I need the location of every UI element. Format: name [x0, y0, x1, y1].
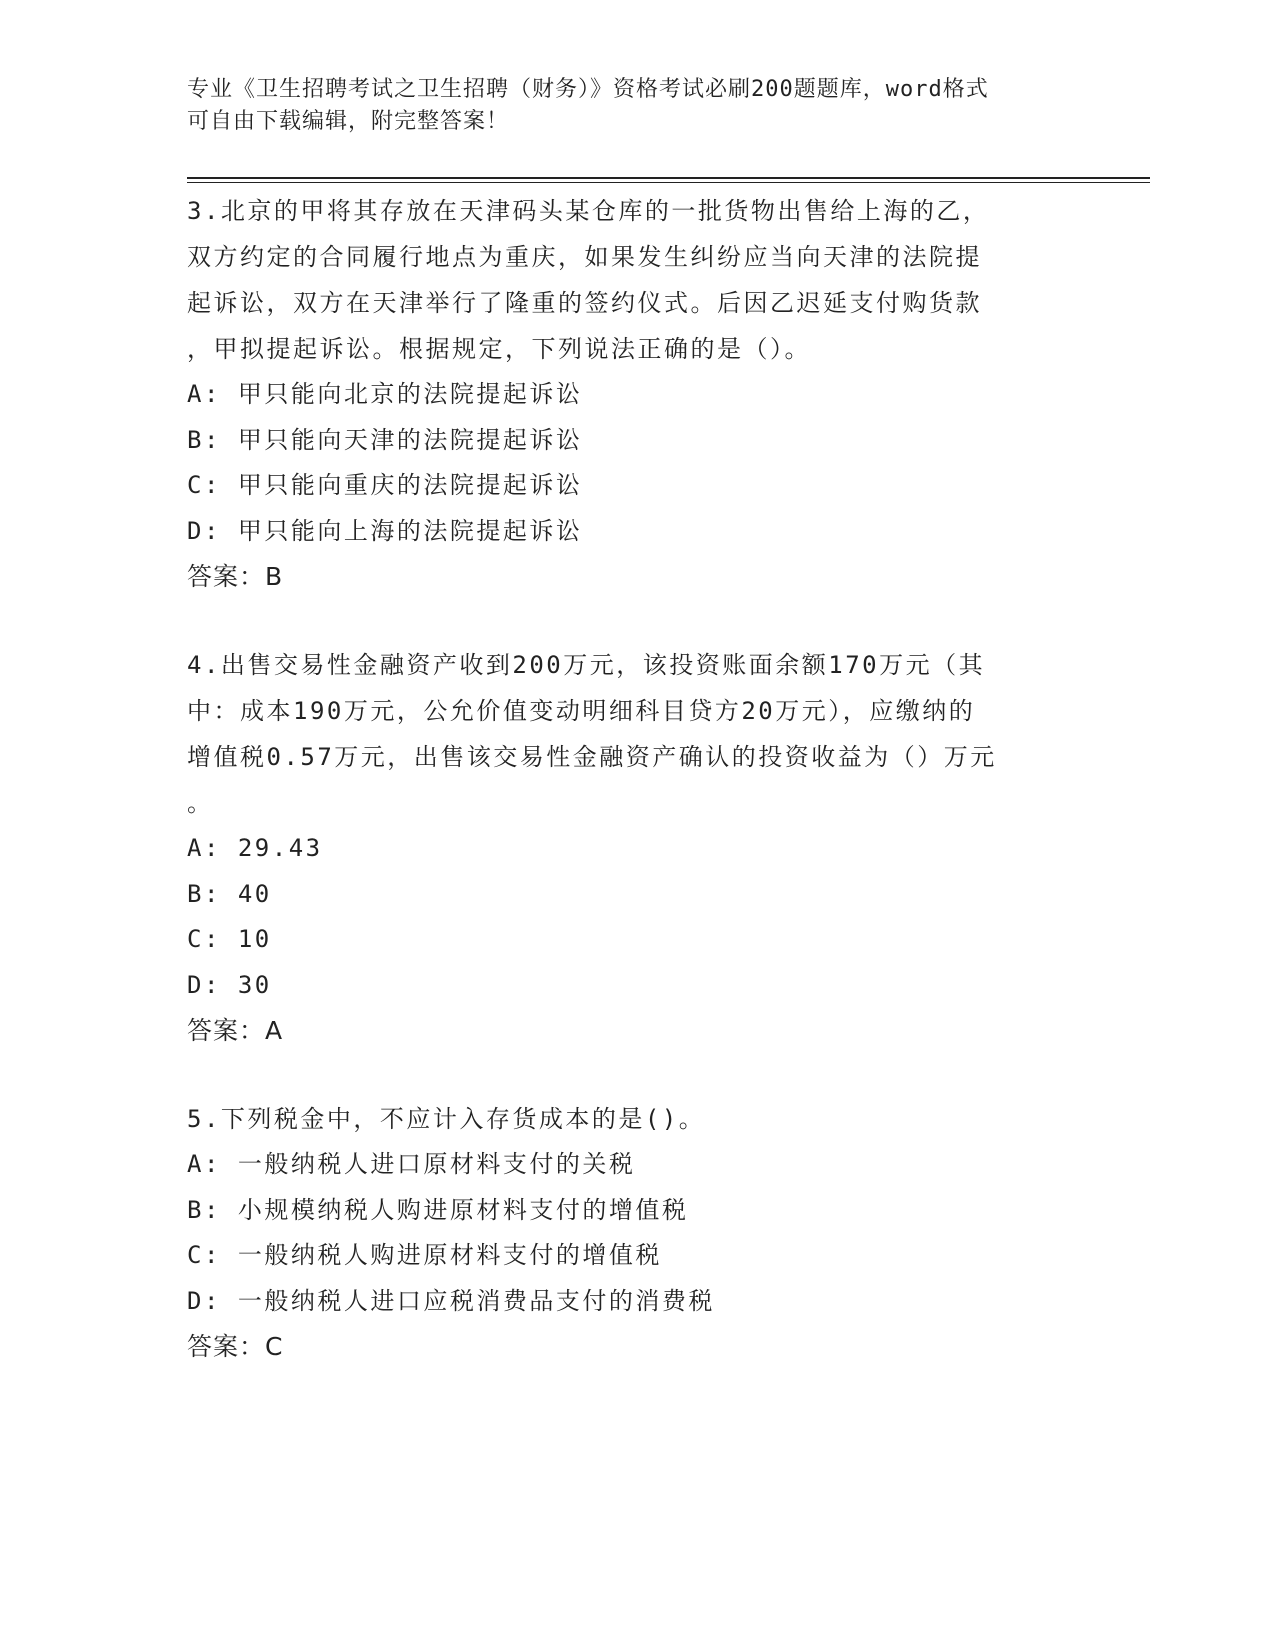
- option-c: C: 一般纳税人购进原材料支付的增值税: [187, 1241, 662, 1269]
- stem-line: 增值税0.57万元，出售该交易性金融资产确认的投资收益为（）万元: [187, 743, 997, 771]
- stem-line: 3.北京的甲将其存放在天津码头某仓库的一批货物出售给上海的乙，: [187, 197, 990, 225]
- question-stem: [187, 642, 1067, 826]
- option-c: C: 10: [187, 925, 272, 953]
- header-title-line-2: 可自由下载编辑，附完整答案！: [187, 109, 510, 134]
- option-b: B: 40: [187, 879, 272, 908]
- stem-line: 起诉讼，双方在天津举行了隆重的签约仪式。后因乙迟延支付购货款: [187, 289, 982, 317]
- answer-label: 答案：B: [187, 562, 284, 591]
- answer-label: 答案：A: [187, 1016, 284, 1045]
- option-a: A: 一般纳税人进口原材料支付的关税: [187, 1150, 636, 1178]
- stem-line: ，甲拟提起诉讼。根据规定，下列说法正确的是（）。: [187, 335, 811, 363]
- option-b: B: 小规模纳税人购进原材料支付的增值税: [187, 1195, 689, 1224]
- stem-line: 5.下列税金中，不应计入存货成本的是()。: [187, 1105, 706, 1133]
- answer-label: 答案：C: [187, 1332, 284, 1361]
- stem-line: 中：成本190万元，公允价值变动明细科目贷方20万元），应缴纳的: [187, 697, 976, 725]
- option-b: B: 甲只能向天津的法院提起诉讼: [187, 425, 583, 454]
- question-stem: [187, 1096, 1067, 1142]
- option-d: D: 一般纳税人进口应税消费品支付的消费税: [187, 1286, 715, 1315]
- question-4: [187, 642, 1067, 1054]
- option-a: A: 甲只能向北京的法院提起诉讼: [187, 380, 583, 408]
- option-d: D: 30: [187, 970, 272, 999]
- header-divider-thin: [187, 182, 1150, 183]
- option-a: A: 29.43: [187, 834, 323, 862]
- question-5: [187, 1096, 1067, 1370]
- question-stem: [187, 188, 1067, 372]
- document-header: [187, 74, 1067, 138]
- header-title-line-1: 专业《卫生招聘考试之卫生招聘（财务）》资格考试必刷200题题库，word格式: [187, 77, 989, 102]
- question-3: [187, 188, 1067, 600]
- option-d: D: 甲只能向上海的法院提起诉讼: [187, 516, 583, 545]
- stem-line: 4.出售交易性金融资产收到200万元，该投资账面余额170万元（其: [187, 651, 986, 679]
- header-divider-thick: [187, 177, 1150, 179]
- option-c: C: 甲只能向重庆的法院提起诉讼: [187, 471, 583, 499]
- stem-line: 。: [187, 789, 214, 817]
- stem-line: 双方约定的合同履行地点为重庆，如果发生纠纷应当向天津的法院提: [187, 243, 982, 271]
